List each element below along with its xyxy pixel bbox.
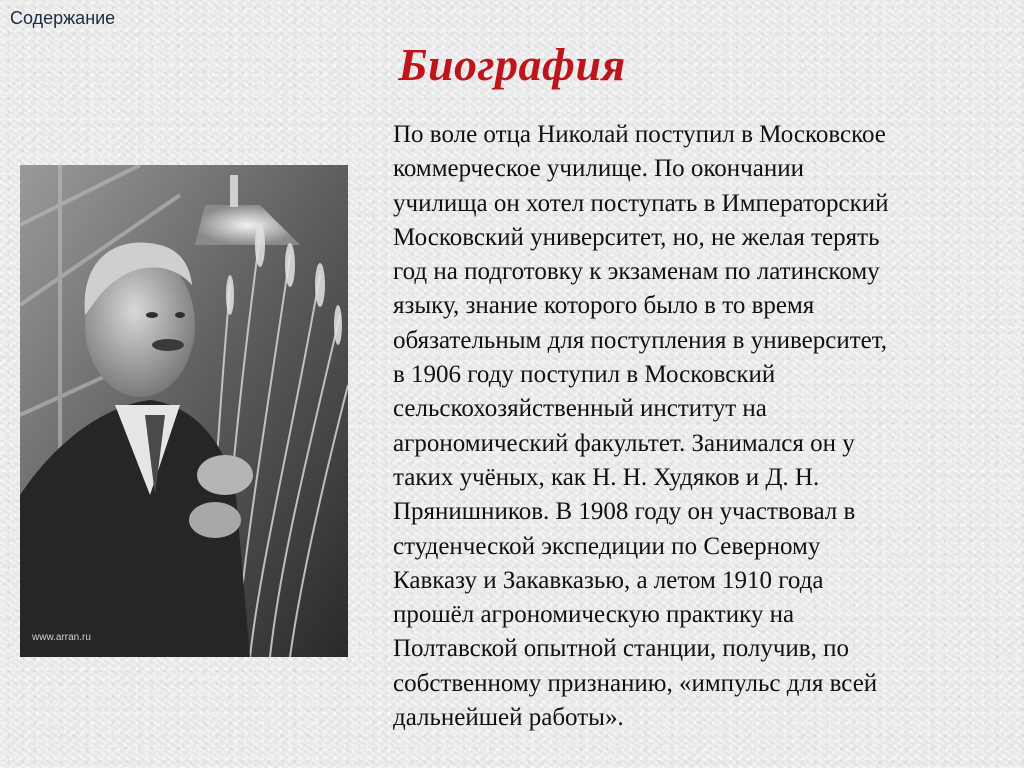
biography-text xyxy=(393,118,1013,735)
text-line: дальнейшей работы». xyxy=(393,704,624,732)
text-line: языку, знание которого было в то время xyxy=(393,292,815,320)
photo-watermark: www.arran.ru xyxy=(32,632,91,643)
text-line: собственному признанию, «импульс для всей xyxy=(393,669,878,697)
text-line: таких учёных, как Н. Н. Худяков и Д. Н. xyxy=(393,463,820,491)
slide-title: Биография xyxy=(398,39,626,90)
text-line: Полтавской опытной станции, получив, по xyxy=(393,635,849,663)
text-line: обязательным для поступления в университет, xyxy=(393,326,888,354)
text-line: Московский университет, но, не желая терять xyxy=(393,223,880,251)
contents-link[interactable]: Содержание xyxy=(10,8,116,28)
text-line: Кавказу и Закавказью, а летом 1910 года xyxy=(393,566,824,594)
text-line: училища он хотел поступать в Императорский xyxy=(393,189,889,217)
portrait-photo-icon xyxy=(20,165,348,657)
text-line: Прянишников. В 1908 году он участвовал в xyxy=(393,498,856,526)
text-line: сельскохозяйственный институт на xyxy=(393,395,767,423)
portrait-photo xyxy=(20,165,348,657)
text-line: коммерческое училище. По окончании xyxy=(393,155,804,183)
text-line: По воле отца Николай поступил в Московское xyxy=(393,121,886,148)
text-line: прошёл агрономическую практику на xyxy=(393,601,795,629)
text-line: студенческой экспедиции по Северному xyxy=(393,532,821,560)
text-line: в 1906 году поступил в Московский xyxy=(393,361,776,389)
text-line: год на подготовку к экзаменам по латинскому xyxy=(393,258,880,286)
text-line: агрономический факультет. Занимался он у xyxy=(393,429,855,457)
